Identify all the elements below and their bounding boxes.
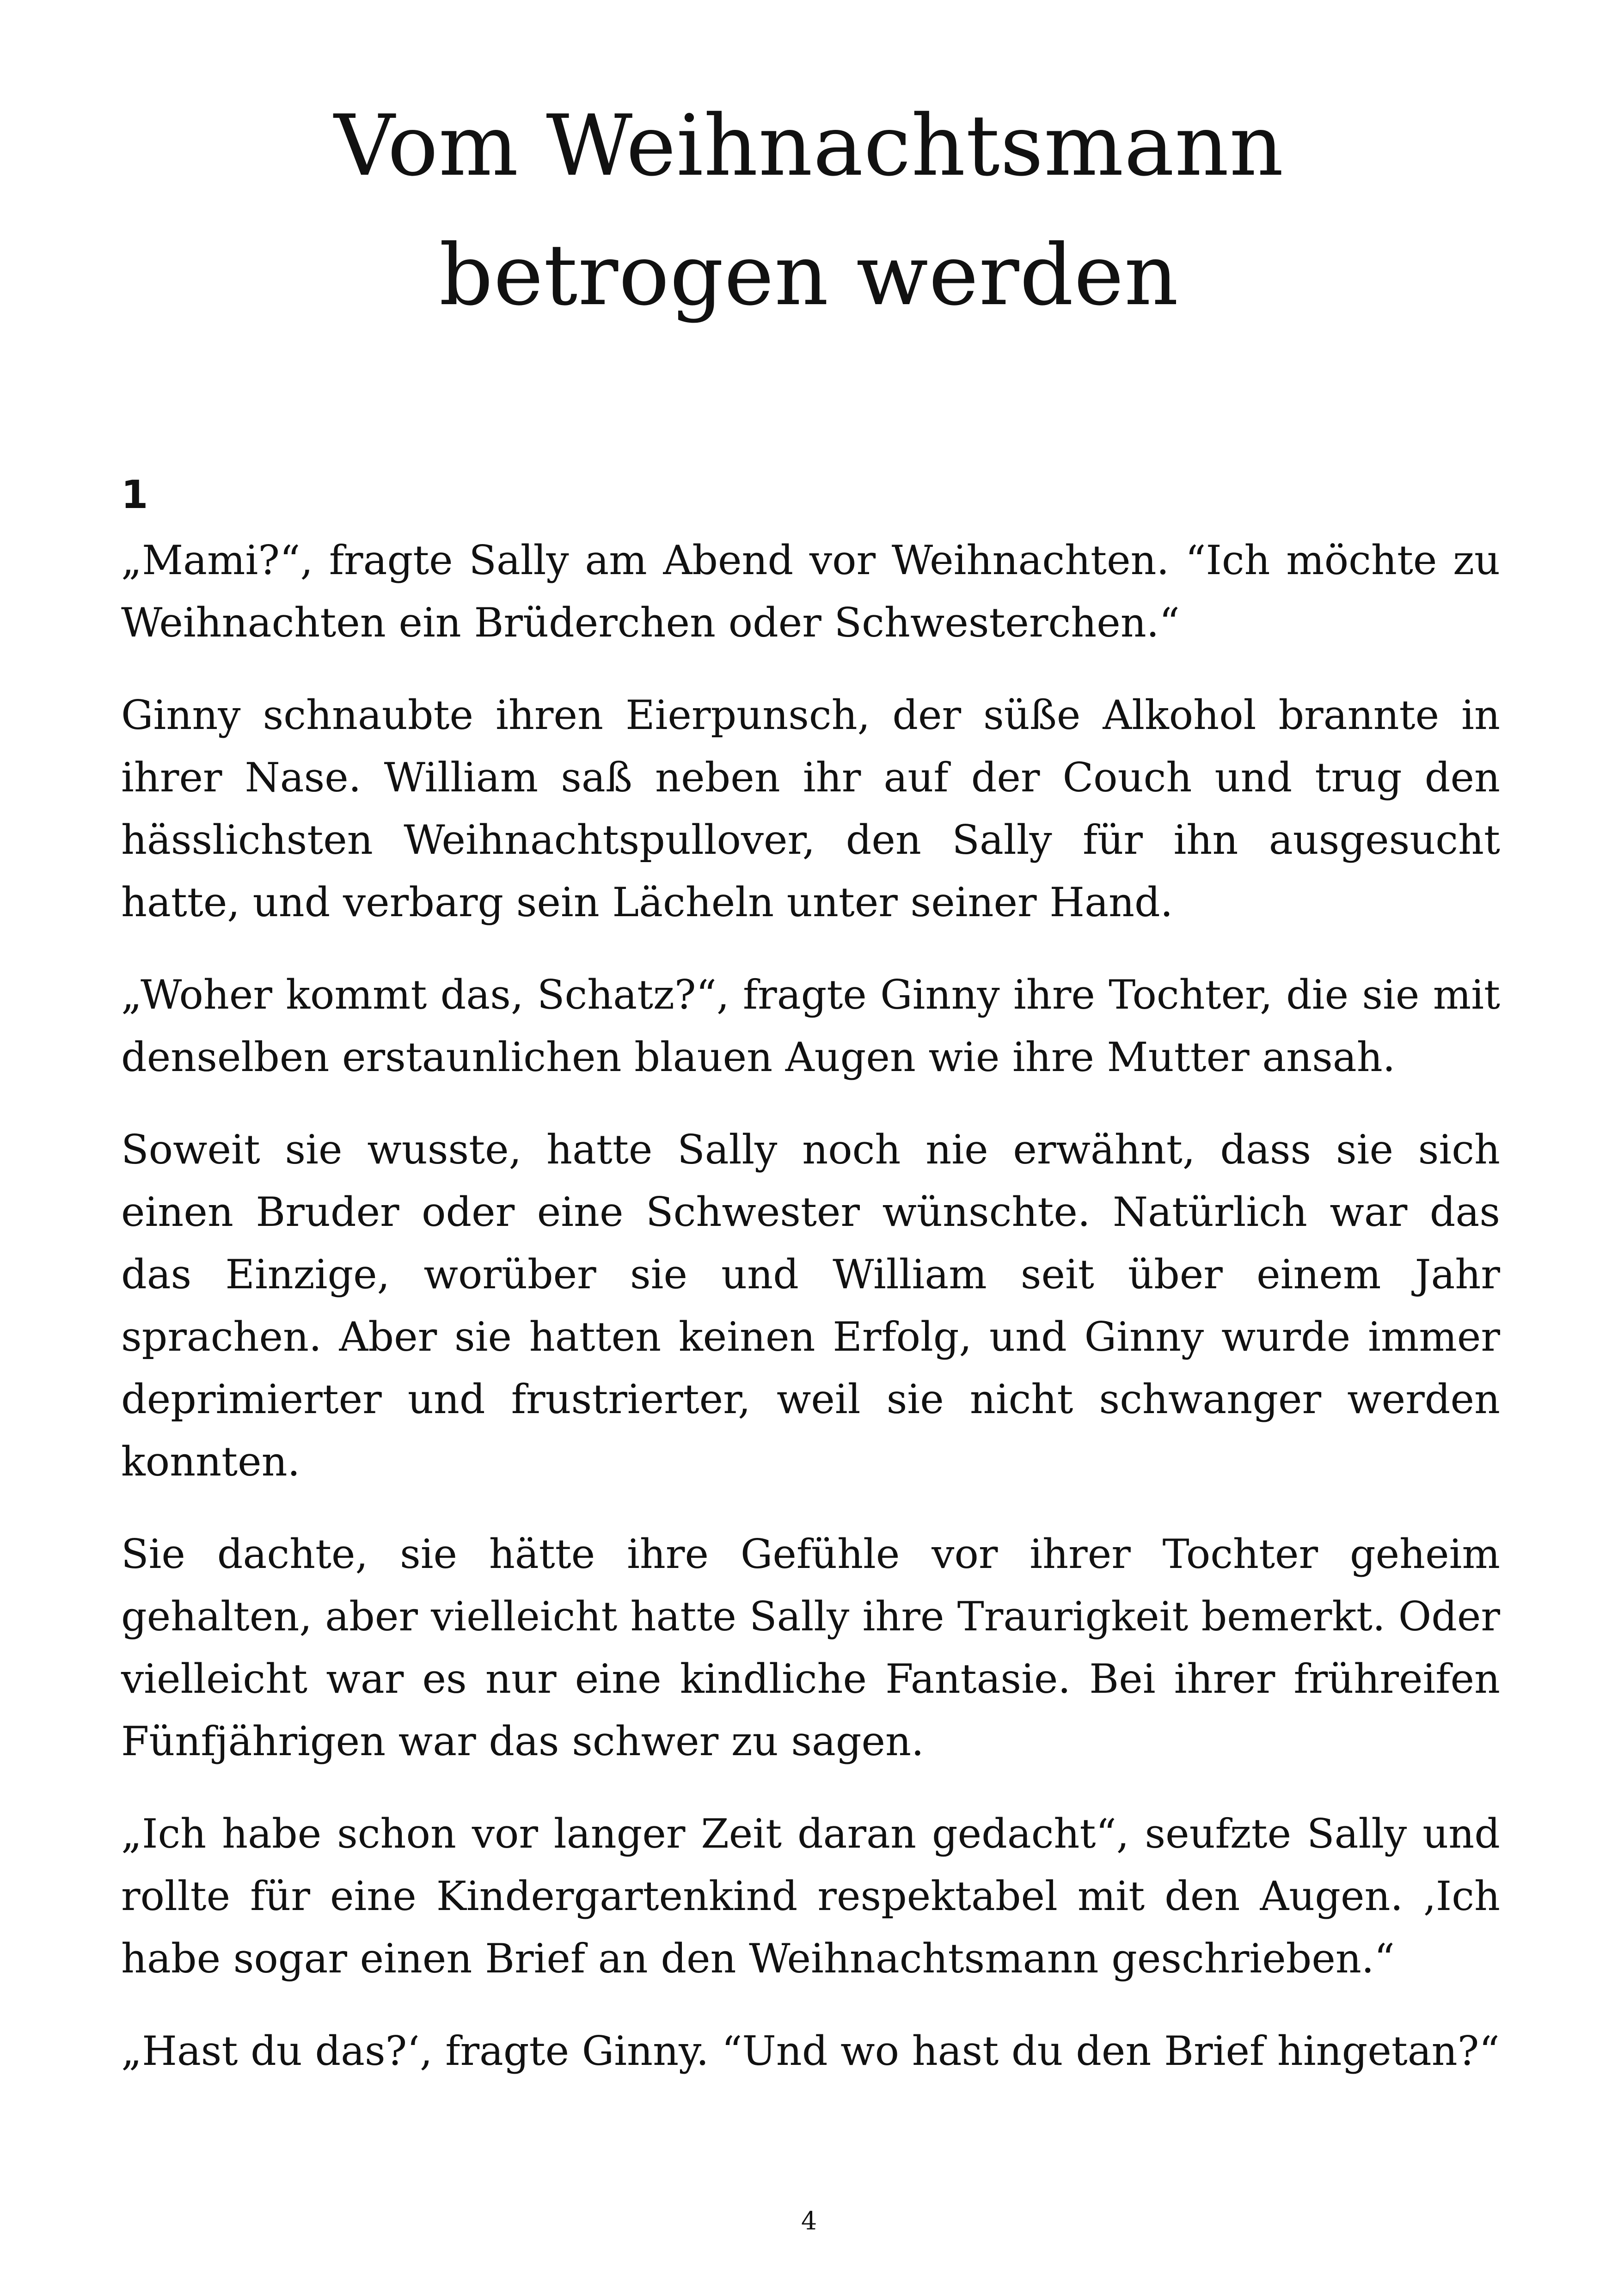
- paragraph: „Mami?“, fragte Sally am Abend vor Weihnachten. “Ich möchte zu Weihnachten ein Brüderchen oder Schwesterchen.“: [121, 537, 1500, 646]
- body-text: [121, 529, 1500, 2112]
- chapter-number: 1: [121, 472, 148, 517]
- paragraph: „Ich habe schon vor langer Zeit daran gedacht“, seufzte Sally und rollte für eine Kindergartenkind respektabel mit den Augen. ‚Ich habe sogar einen Brief an den Weihnachtsmann geschrieben.“: [121, 1810, 1500, 1982]
- title-line-2: betrogen werden: [439, 226, 1179, 324]
- paragraph: Ginny schnaubte ihren Eierpunsch, der süße Alkohol brannte in ihrer Nase. William saß neben ihr auf der Couch und trug den hässlichsten Weihnachtspullover, den Sally für ihn ausgesucht hatte, und verbarg sein Lächeln unter seiner Hand.: [121, 692, 1500, 926]
- title-line-1: Vom Weihnachtsmann: [334, 97, 1284, 195]
- paragraph: „Woher kommt das, Schatz?“, fragte Ginny ihre Tochter, die sie mit denselben erstaunlichen blauen Augen wie ihre Mutter ansah.: [121, 971, 1500, 1081]
- paragraph: Soweit sie wusste, hatte Sally noch nie erwähnt, dass sie sich einen Bruder oder eine Schwester wünschte. Natürlich war das das Einzige, worüber sie und William seit über einem Jahr sprachen. Aber sie hatten keinen Erfolg, und Ginny wurde immer deprimierter und frustrierter, weil sie nicht schwanger werden konnten.: [121, 1126, 1500, 1485]
- paragraph: Sie dachte, sie hätte ihre Gefühle vor ihrer Tochter geheim gehalten, aber vielleicht hatte Sally ihre Traurigkeit bemerkt. Oder vielleicht war es nur eine kindliche Fantasie. Bei ihrer frühreifen Fünfjährigen war das schwer zu sagen.: [121, 1531, 1500, 1765]
- page-title: [0, 81, 1618, 340]
- paragraph: „Hast du das?‘, fragte Ginny. “Und wo hast du den Brief hingetan?“: [121, 2027, 1500, 2075]
- page-number: 4: [801, 2206, 817, 2235]
